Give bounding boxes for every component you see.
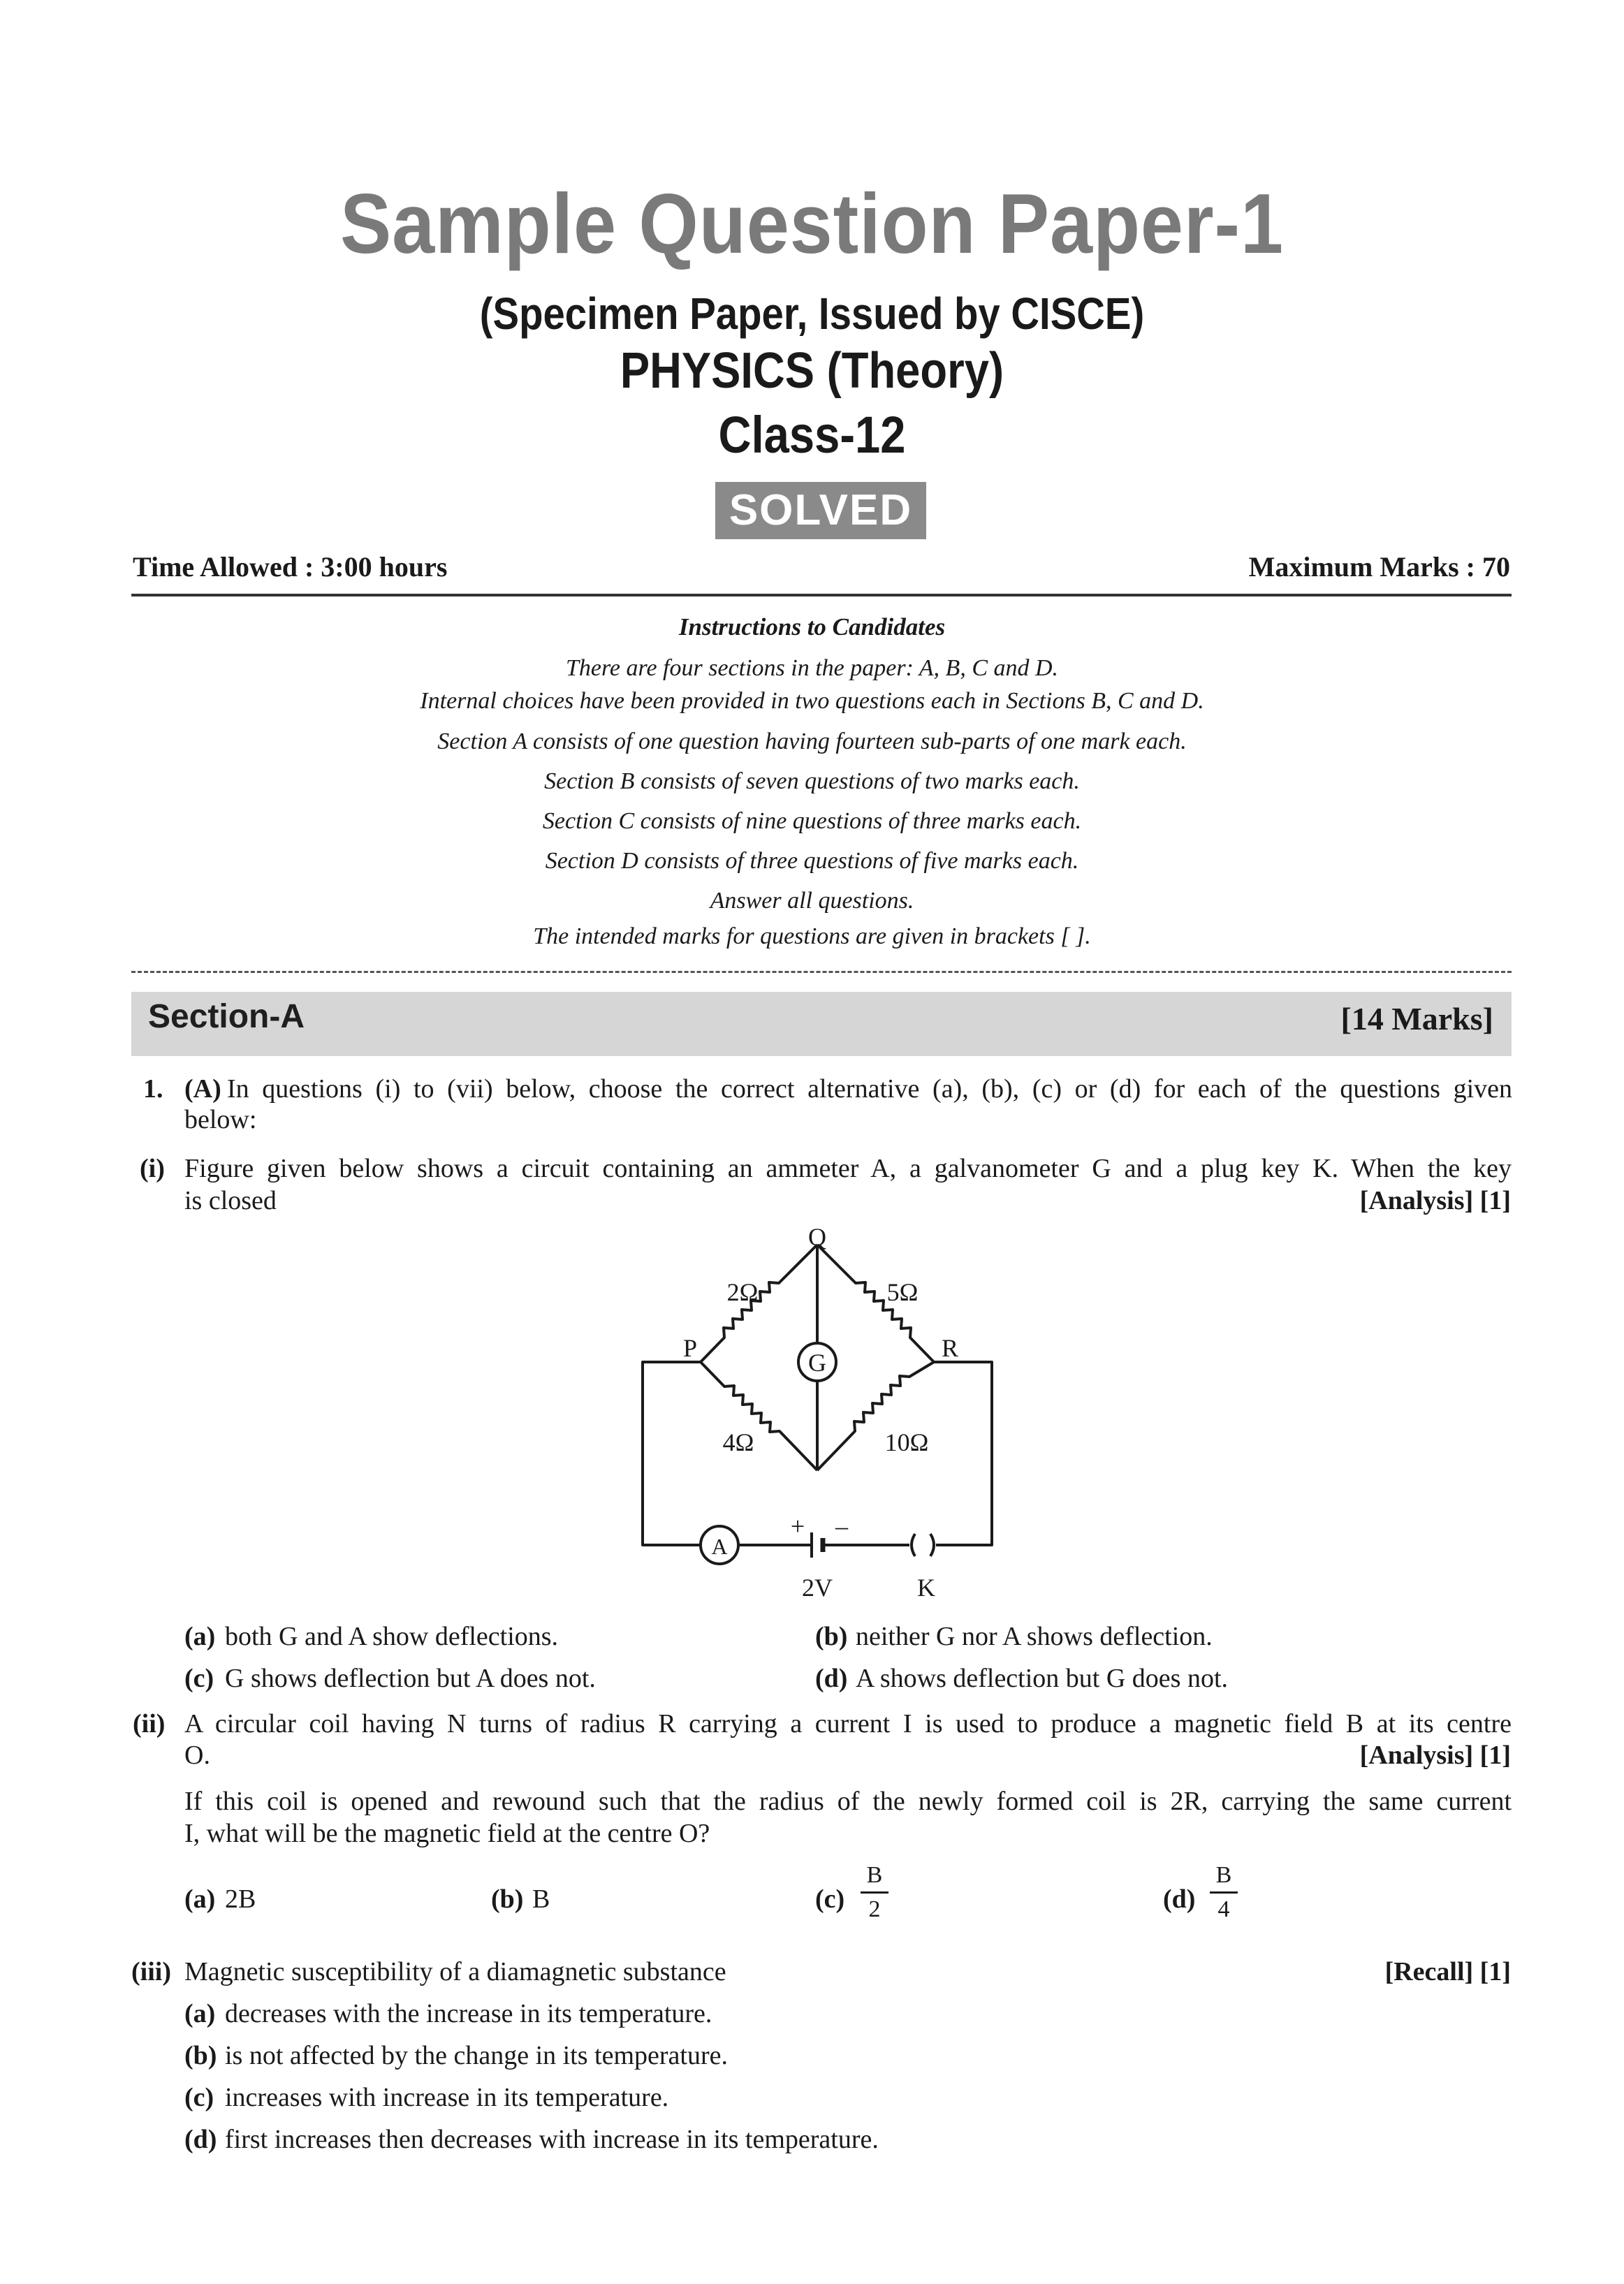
resistor-2ohm	[701, 1245, 817, 1362]
question-tag: [Analysis] [1]	[1359, 1741, 1511, 1770]
option-label: (b)	[491, 1884, 524, 1914]
instruction-line: There are four sections in the paper: A, B, C and D.	[565, 655, 1059, 681]
node-q-label: Q	[808, 1223, 826, 1251]
option-text: 2B	[225, 1884, 256, 1914]
key-label: K	[917, 1574, 935, 1602]
wheatstone-bridge-circuit	[615, 1219, 1034, 1610]
subquestion-text: A circular coil having N turns of radius R carrying a current I is used to produce a magnetic field B at its centre	[184, 1709, 1512, 1738]
option-text: decreases with the increase in its temperature.	[225, 1999, 712, 2028]
instruction-line: Internal choices have been provided in two questions each in Sections B, C and D.	[420, 688, 1204, 714]
page-title: Sample Question Paper-1	[340, 176, 1284, 271]
option-label: (d)	[815, 1664, 848, 1693]
class-title: Class-12	[718, 406, 906, 464]
subquestion-text: is closed	[184, 1186, 277, 1215]
instruction-line: Section C consists of nine questions of three marks each.	[542, 808, 1082, 834]
question-tag: [Recall] [1]	[1384, 1957, 1511, 1986]
option-text: increases with increase in its temperature.	[225, 2083, 669, 2112]
option-label: (b)	[184, 2041, 217, 2070]
option-text: A shows deflection but G does not.	[856, 1664, 1229, 1693]
key-right	[930, 1534, 934, 1556]
question-text: In questions (i) to (vii) below, choose the correct alternative (a), (b), (c) or (d) for each of the questions given	[227, 1074, 1512, 1104]
node-r-label: R	[941, 1334, 959, 1362]
battery-plus-label: +	[790, 1512, 805, 1540]
instruction-line: Section B consists of seven questions of two marks each.	[544, 768, 1080, 794]
option-text: first increases then decreases with increase in its temperature.	[225, 2125, 879, 2154]
subquestion-text: Figure given below shows a circuit containing an ammeter A, a galvanometer G and a plug key K. When the key	[184, 1154, 1512, 1183]
outer-wire	[934, 1362, 992, 1545]
page-subtitle: (Specimen Paper, Issued by CISCE)	[479, 288, 1145, 339]
solved-badge: SOLVED	[715, 482, 926, 539]
subquestion-text: If this coil is opened and rewound such that the radius of the newly formed coil is 2R, carrying the same current	[184, 1787, 1512, 1816]
fraction-b-over-4	[1210, 1862, 1238, 1923]
subquestion-text: I, what will be the magnetic field at the centre O?	[184, 1819, 710, 1848]
resistor-label: 2Ω	[726, 1278, 759, 1306]
subject-title: PHYSICS (Theory)	[620, 343, 1004, 399]
resistor-label: 5Ω	[886, 1278, 919, 1306]
outer-wire	[643, 1362, 701, 1545]
fraction-b-over-2	[861, 1862, 888, 1923]
resistor-label: 4Ω	[722, 1428, 754, 1456]
option-text: B	[532, 1884, 550, 1914]
resistor-4ohm	[701, 1362, 817, 1470]
question-number: 1.	[143, 1074, 163, 1104]
instructions-heading: Instructions to Candidates	[678, 613, 946, 640]
section-title: Section-A	[148, 998, 305, 1035]
question-part: (A)	[184, 1074, 221, 1104]
subquestion-label: (i)	[140, 1154, 165, 1183]
resistor-label: 10Ω	[884, 1428, 929, 1456]
battery-minus-label: –	[835, 1512, 848, 1540]
fraction-bar	[861, 1891, 888, 1894]
fraction-numerator: B	[1215, 1862, 1232, 1888]
fraction-denominator: 2	[868, 1896, 881, 1922]
dashed-divider	[131, 971, 1512, 973]
option-text: neither G nor A shows deflection.	[856, 1622, 1213, 1651]
option-label: (c)	[184, 2083, 214, 2112]
key-left	[912, 1534, 915, 1556]
section-marks: [14 Marks]	[1340, 1001, 1493, 1037]
fraction-bar	[1210, 1891, 1238, 1894]
option-text: is not affected by the change in its temperature.	[225, 2041, 728, 2070]
option-label: (c)	[184, 1664, 214, 1693]
fraction-numerator: B	[866, 1862, 883, 1888]
option-label: (a)	[184, 1622, 216, 1651]
maximum-marks: Maximum Marks : 70	[1248, 551, 1510, 583]
galvanometer-label: G	[808, 1349, 826, 1377]
node-p-label: P	[682, 1334, 698, 1362]
time-allowed: Time Allowed : 3:00 hours	[133, 551, 448, 583]
ammeter-label: A	[711, 1534, 728, 1559]
option-label: (c)	[815, 1884, 845, 1914]
subquestion-label: (iii)	[131, 1957, 171, 1986]
option-label: (b)	[815, 1622, 848, 1651]
subquestion-text: Magnetic susceptibility of a diamagnetic substance	[184, 1957, 726, 1986]
subquestion-text: O.	[184, 1741, 210, 1770]
section-header-bar	[131, 992, 1512, 1056]
option-label: (a)	[184, 1884, 216, 1914]
instruction-line: The intended marks for questions are given in brackets [ ].	[533, 923, 1091, 949]
option-text: both G and A show deflections.	[225, 1622, 559, 1651]
instruction-line: Section A consists of one question having fourteen sub-parts of one mark each.	[437, 729, 1187, 754]
option-label: (d)	[1163, 1884, 1196, 1914]
option-label: (d)	[184, 2125, 217, 2154]
subquestion-label: (ii)	[133, 1709, 166, 1738]
battery-label: 2V	[802, 1574, 833, 1602]
question-text: below:	[184, 1105, 257, 1134]
instruction-line: Section D consists of three questions of five marks each.	[545, 848, 1079, 874]
option-text: G shows deflection but A does not.	[225, 1664, 596, 1693]
header-divider	[131, 594, 1512, 596]
option-label: (a)	[184, 1999, 216, 2028]
fraction-denominator: 4	[1217, 1896, 1230, 1922]
instruction-line: Answer all questions.	[710, 888, 914, 914]
question-tag: [Analysis] [1]	[1359, 1186, 1511, 1215]
